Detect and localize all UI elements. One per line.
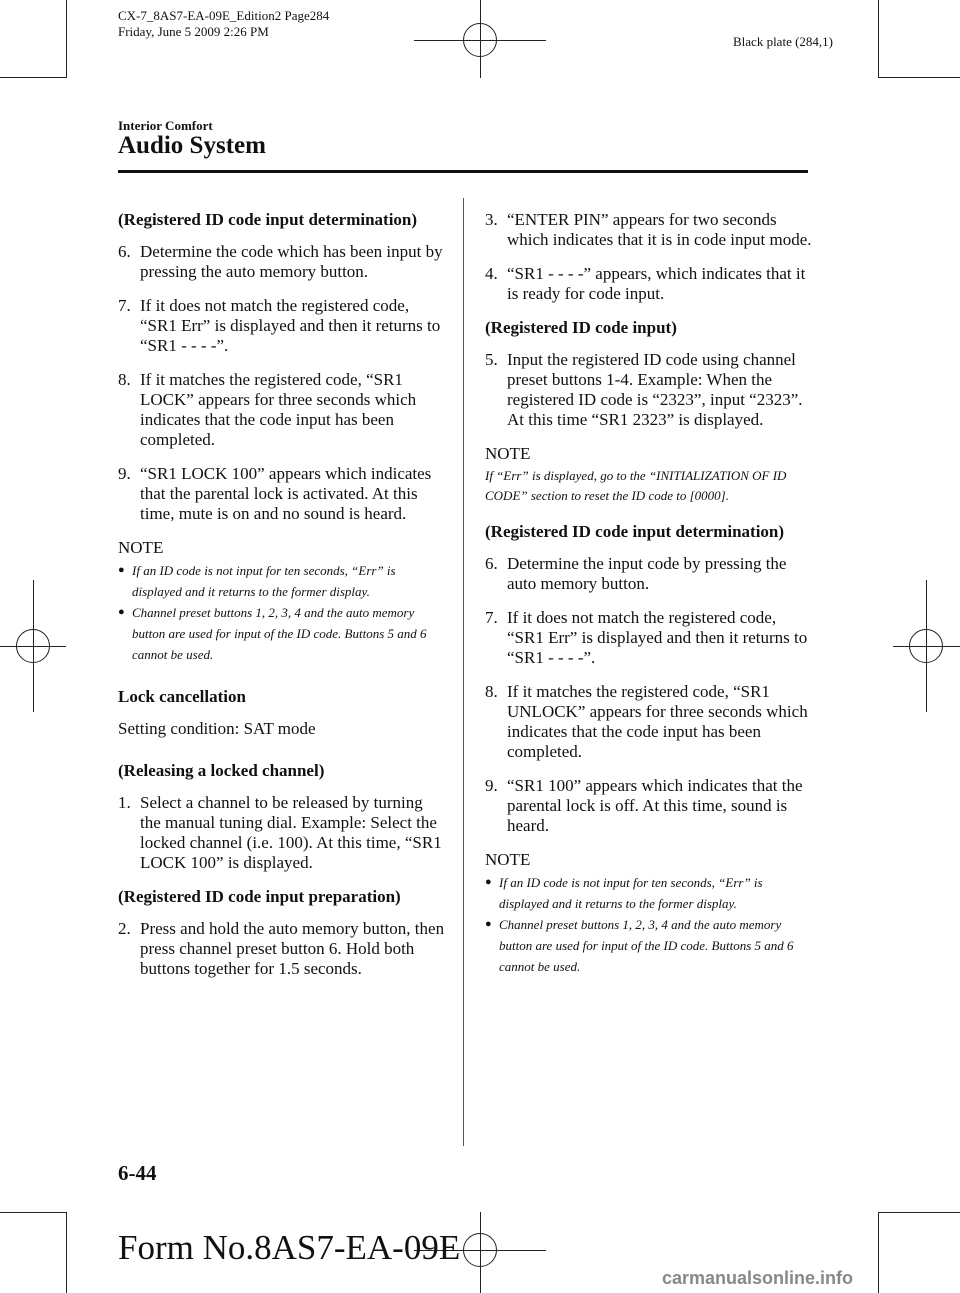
list-item: 1. Select a channel to be released by turning the manual tuning dial. Example: Select the locked channel (i.e. 100). At this time, “SR1 LOCK 100” is displayed. [118, 793, 442, 872]
section-kicker: Interior Comfort [118, 118, 213, 133]
note-bullet: ● If an ID code is not input for ten seconds, “Err” is displayed and it returns to the former display. [118, 560, 446, 602]
list-item: 9. “SR1 100” appears which indicates that the parental lock is off. At this time, sound is heard. [485, 776, 803, 835]
list-item: 8. If it matches the registered code, “SR1 UNLOCK” appears for three seconds which indicates that the code input has been completed. [485, 682, 808, 761]
heading-id-determination: (Registered ID code input determination) [485, 522, 785, 541]
note-bullet: ● Channel preset buttons 1, 2, 3, 4 and the auto memory button are used for input of the ID code. Buttons 5 and 6 cannot be used. [485, 914, 815, 977]
note-text: If “Err” is displayed, go to the “INITIALIZATION OF ID CODE” section to reset the ID code to [0000]. [485, 468, 787, 503]
list-item: 4. “SR1 - - - -” appears, which indicates that it is ready for code input. [485, 264, 806, 303]
note-block [485, 850, 815, 977]
heading-id-preparation: (Registered ID code input preparation) [118, 887, 401, 906]
list-item: 7. If it does not match the registered code, “SR1 Err” is displayed and then it returns to “SR1 - - - -”. [118, 296, 441, 355]
heading-lock-cancellation: Lock cancellation [118, 687, 246, 706]
list-item: 6. Determine the input code by pressing the auto memory button. [485, 554, 787, 593]
form-number: Form No.8AS7-EA-09E [118, 1228, 461, 1267]
column-divider [463, 198, 464, 1146]
note-label: NOTE [485, 850, 531, 869]
list-item: 7. If it does not match the registered code, “SR1 Err” is displayed and then it returns to “SR1 - - - -”. [485, 608, 808, 667]
list-item: 8. If it matches the registered code, “SR1 LOCK” appears for three seconds which indicates that the code input has been completed. [118, 370, 417, 449]
bullet-icon: ● [485, 918, 492, 930]
list-item: 5. Input the registered ID code using channel preset buttons 1-4. Example: When the registered ID code is “2323”, input “2323”. At this time “SR1 2323” is displayed. [485, 350, 803, 429]
note-label: NOTE [485, 444, 531, 463]
page-number: 6-44 [118, 1161, 157, 1185]
plate-label: Black plate (284,1) [733, 34, 833, 49]
setting-condition: Setting condition: SAT mode [118, 719, 316, 738]
bullet-icon: ● [118, 606, 125, 618]
print-header-file: CX-7_8AS7-EA-09E_Edition2 Page284 [118, 8, 330, 23]
note-bullet: ● Channel preset buttons 1, 2, 3, 4 and the auto memory button are used for input of the ID code. Buttons 5 and 6 cannot be used. [118, 602, 446, 665]
heading-id-input: (Registered ID code input) [485, 318, 677, 337]
heading-releasing-channel: (Releasing a locked channel) [118, 761, 325, 780]
print-header [118, 8, 329, 40]
list-item: 6. Determine the code which has been input by pressing the auto memory button. [118, 242, 443, 281]
left-column [118, 210, 446, 993]
section-title: Audio System [118, 132, 266, 159]
heading-id-determination: (Registered ID code input determination) [118, 210, 418, 229]
list-item: 2. Press and hold the auto memory button, then press channel preset button 6. Hold both buttons together for 1.5 seconds. [118, 919, 445, 978]
note-bullet: ● If an ID code is not input for ten seconds, “Err” is displayed and it returns to the former display. [485, 872, 815, 914]
bullet-icon: ● [118, 564, 125, 576]
bullet-icon: ● [485, 876, 492, 888]
watermark: carmanualsonline.info [662, 1268, 854, 1288]
list-item: 3. “ENTER PIN” appears for two seconds which indicates that it is in code input mode. [485, 210, 812, 249]
header-rule [118, 170, 808, 173]
right-column [485, 210, 815, 999]
note-block [118, 538, 446, 665]
list-item: 9. “SR1 LOCK 100” appears which indicates that the parental lock is activated. At this time, mute is on and no sound is heard. [118, 464, 432, 523]
print-header-date: Friday, June 5 2009 2:26 PM [118, 24, 269, 39]
note-label: NOTE [118, 538, 164, 557]
